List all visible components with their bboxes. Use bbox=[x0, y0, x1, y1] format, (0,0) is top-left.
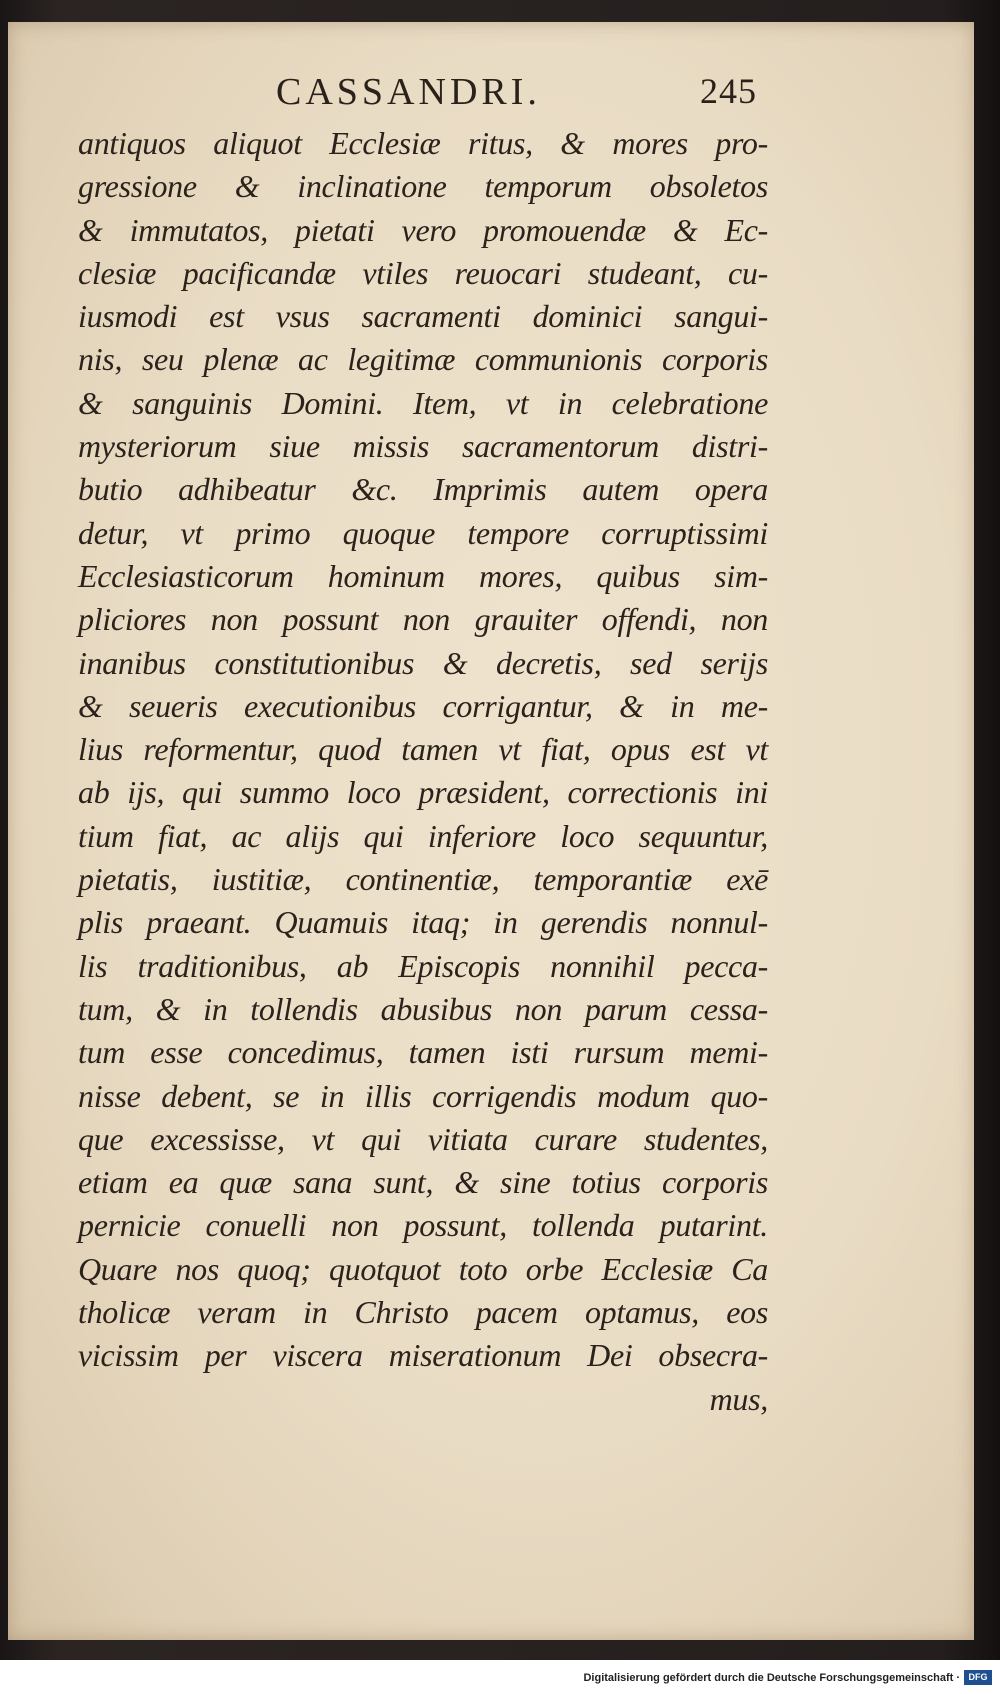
text-line: & seueris executionibus corrigantur, & in me- bbox=[78, 687, 768, 724]
text-line: pietatis, iustitiæ, continentiæ, temporantiæ exē bbox=[78, 861, 768, 898]
credit-text: Digitalisierung gefördert durch die Deutsche Forschungsgemeinschaft · bbox=[583, 1672, 960, 1684]
book-page bbox=[8, 22, 974, 1640]
page-number: 245 bbox=[700, 71, 757, 111]
text-line: Ecclesiasticorum hominum mores, quibus sim- bbox=[78, 557, 768, 594]
text-line: lis traditionibus, ab Episcopis nonnihil pecca- bbox=[78, 947, 768, 984]
text-line: tum esse concedimus, tamen isti rursum memi- bbox=[78, 1034, 768, 1071]
text-line: butio adhibeatur &c. Imprimis autem opera bbox=[78, 471, 768, 508]
text-line: que excessisse, vt qui vitiata curare studentes, bbox=[78, 1120, 768, 1157]
text-line: mysteriorum siue missis sacramentorum distri- bbox=[78, 428, 768, 465]
text-line: Quare nos quoq; quotquot toto orbe Ecclesiæ Ca bbox=[78, 1250, 768, 1287]
text-line: tholicæ veram in Christo pacem optamus, eos bbox=[78, 1294, 768, 1331]
page-header bbox=[8, 62, 974, 118]
digitization-credit-bar bbox=[0, 1660, 1000, 1694]
text-line: nisse debent, se in illis corrigendis modum quo- bbox=[78, 1077, 768, 1114]
text-line: detur, vt primo quoque tempore corruptissimi bbox=[78, 514, 768, 551]
body-text bbox=[78, 122, 768, 1421]
text-line: inanibus constitutionibus & decretis, sed serijs bbox=[78, 644, 768, 681]
dfg-logo: DFG bbox=[964, 1670, 992, 1685]
text-line: nis, seu plenæ ac legitimæ communionis corporis bbox=[78, 341, 768, 378]
text-line: pliciores non possunt non grauiter offendi, non bbox=[78, 601, 768, 638]
text-line: gressione & inclinatione temporum obsoletos bbox=[78, 168, 768, 205]
text-line: tium fiat, ac alijs qui inferiore loco sequuntur, bbox=[78, 817, 768, 854]
text-line: plis praeant. Quamuis itaq; in gerendis nonnul- bbox=[78, 904, 768, 941]
text-line: clesiæ pacificandæ vtiles reuocari studeant, cu- bbox=[78, 254, 768, 291]
text-line: & immutatos, pietati vero promouendæ & Ec- bbox=[78, 211, 768, 248]
text-line: lius reformentur, quod tamen vt fiat, opus est vt bbox=[78, 731, 768, 768]
text-line: & sanguinis Domini. Item, vt in celebratione bbox=[78, 384, 768, 421]
text-line: tum, & in tollendis abusibus non parum cessa- bbox=[78, 990, 768, 1027]
text-line: vicissim per viscera miserationum Dei obsecra- bbox=[78, 1337, 768, 1374]
text-line: antiquos aliquot Ecclesiæ ritus, & mores pro- bbox=[78, 125, 768, 161]
text-line: etiam ea quæ sana sunt, & sine totius corporis bbox=[78, 1164, 768, 1201]
text-line: ab ijs, qui summo loco præsident, correctionis ini bbox=[78, 774, 768, 811]
text-line: iusmodi est vsus sacramenti dominici sangui- bbox=[78, 298, 768, 335]
text-line: pernicie conuelli non possunt, tollenda putarint. bbox=[78, 1207, 768, 1244]
running-head: CASSANDRI. bbox=[276, 71, 541, 113]
catchword: mus, bbox=[709, 1380, 768, 1417]
